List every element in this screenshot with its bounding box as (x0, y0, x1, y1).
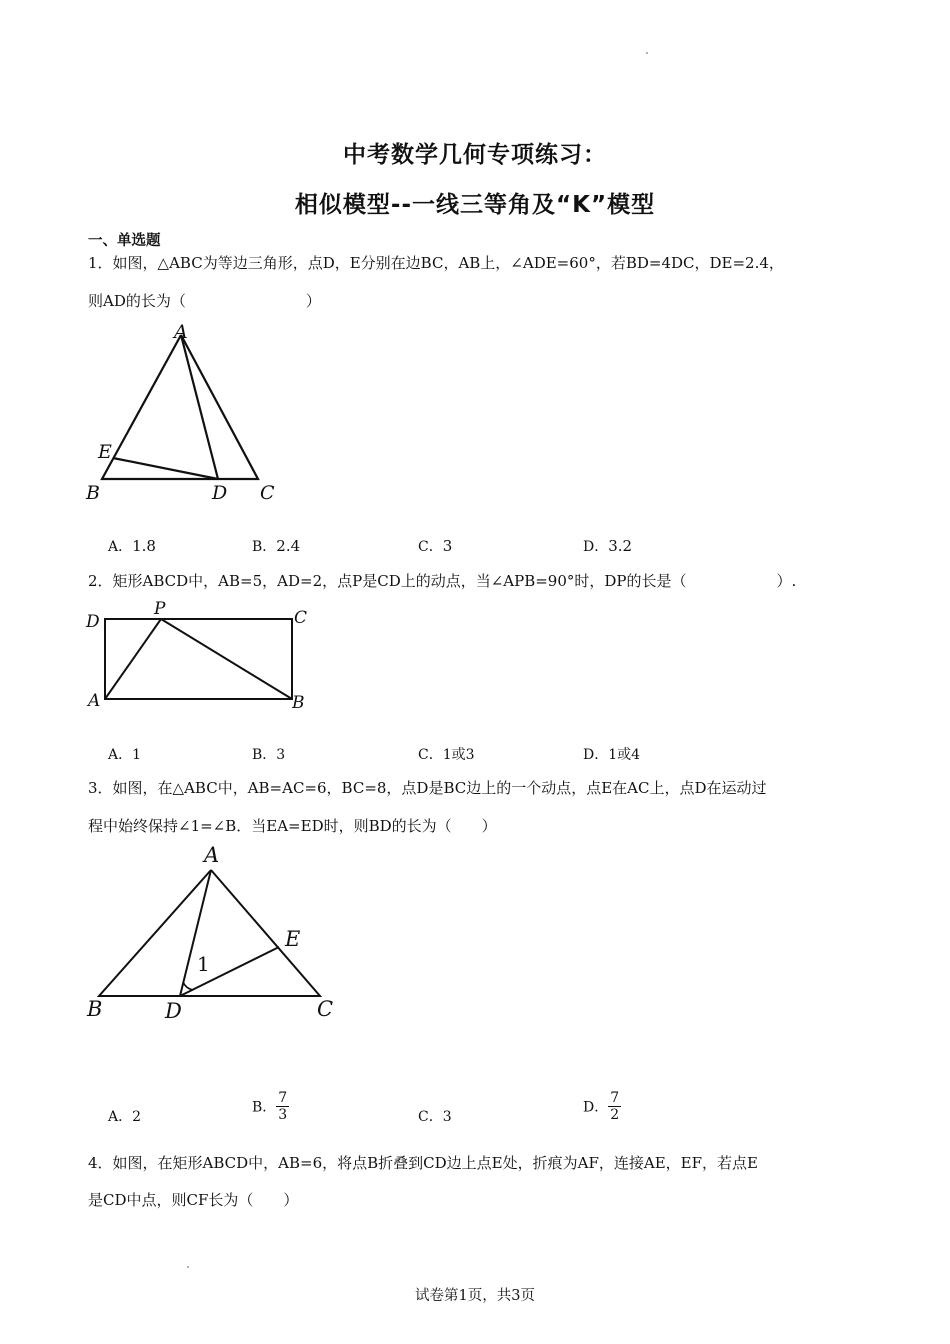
q2-option-d[interactable]: D．1或4 (583, 747, 641, 763)
label-p: P (154, 599, 166, 619)
label-a: A (204, 843, 220, 867)
segment-ap (105, 619, 161, 699)
label-c: C (260, 482, 275, 504)
segment-de (113, 458, 218, 479)
q3-option-c[interactable]: C．3 (418, 1109, 452, 1125)
q1-option-b[interactable]: B．2.4 (252, 537, 301, 555)
question-3-line-2: 程中始终保持∠1=∠B．当EA=ED时，则BD的长为（ ） (88, 817, 497, 835)
label-d: D (86, 612, 100, 632)
question-3-figure (82, 842, 342, 1032)
label-e: E (98, 441, 112, 463)
fraction-7-3: $\frac{7}{3}$ (278, 1090, 288, 1123)
label-b: B (86, 482, 100, 504)
q2-option-b[interactable]: B．3 (252, 747, 286, 763)
label-b: B (292, 693, 305, 713)
q1-option-d[interactable]: D．3.2 (583, 537, 633, 555)
q1-option-a[interactable]: A．1.8 (108, 537, 156, 555)
page-title-line-1: 中考数学几何专项练习： (343, 142, 607, 168)
q2-option-a[interactable]: A．1 (108, 747, 142, 763)
label-d: D (212, 482, 228, 504)
label-c: C (317, 997, 334, 1021)
question-1-line-1: 1．如图，△ABC为等边三角形，点D，E分别在边BC，AB上，∠ADE=60°，若BD=4DC，DE=2.4， (88, 254, 784, 272)
scan-dot (646, 52, 648, 54)
label-angle-1: 1 (197, 952, 210, 976)
question-1-line-2: 则AD的长为（ ） (88, 292, 321, 310)
label-d: D (165, 999, 182, 1023)
label-e: E (285, 927, 301, 951)
label-c: C (294, 608, 308, 628)
label-a: A (174, 321, 188, 343)
question-4-line-1: 4．如图，在矩形ABCD中，AB=6，将点B折叠到CD边上点E处，折痕为AF，连接AE，EF，若点E (88, 1154, 758, 1172)
label-a: A (88, 691, 101, 711)
q3-option-d[interactable]: D． $\frac{7}{2}$ (583, 1090, 620, 1123)
scan-dot (187, 1266, 189, 1268)
question-2-figure (82, 596, 322, 716)
segment-ad (181, 335, 218, 479)
fraction-7-2: $\frac{7}{2}$ (610, 1090, 620, 1123)
question-1-figure (80, 318, 300, 508)
section-heading: 一、单选题 (88, 233, 161, 249)
segment-pb (161, 619, 292, 699)
q3-option-b[interactable]: B． $\frac{7}{3}$ (252, 1090, 288, 1123)
segment-de (180, 947, 279, 996)
q3-option-a[interactable]: A．2 (108, 1109, 142, 1125)
question-3-line-1: 3．如图，在△ABC中，AB=AC=6，BC=8，点D是BC边上的一个动点，点E在AC上，点D在运动过 (88, 779, 767, 797)
q1-option-c[interactable]: C．3 (418, 537, 453, 555)
triangle-abc (102, 335, 258, 479)
angle-1-arc (183, 982, 193, 990)
page-title-line-2: 相似模型--一线三等角及“K”模型 (294, 192, 656, 218)
q2-option-c[interactable]: C．1或3 (418, 747, 475, 763)
page-footer: 试卷第1页，共3页 (415, 1288, 535, 1304)
label-b: B (87, 997, 103, 1021)
question-4-line-2: 是CD中点，则CF长为（ ） (88, 1191, 299, 1209)
question-2-line-1: 2．矩形ABCD中，AB=5，AD=2，点P是CD上的动点，当∠APB=90°时，DP的长是（ ）. (88, 572, 797, 590)
